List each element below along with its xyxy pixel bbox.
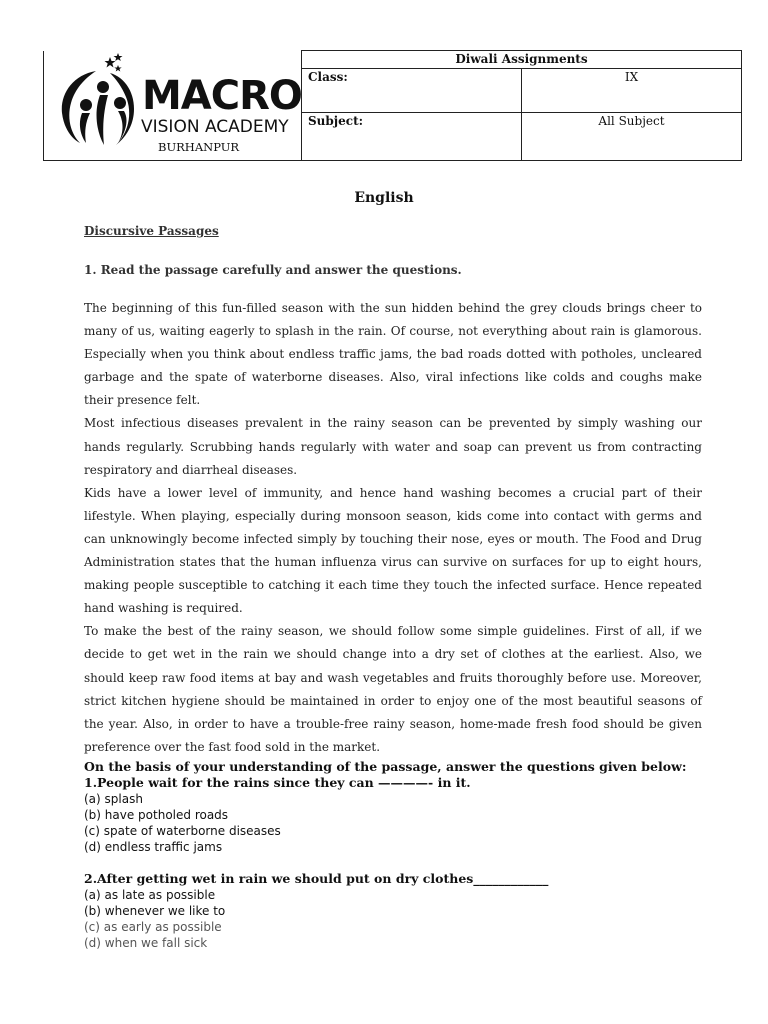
option-item: (d) when we fall sick	[84, 936, 208, 950]
option-item: (b) have potholed roads	[84, 808, 229, 822]
passage-paragraph: Kids have a lower level of immunity, and hence hand washing becomes a crucial part of their lifestyle. When playing, especially during monsoon season, kids come into contact with germs and can unknowingly become infected simply by touching their nose, eyes or mouth. The Food and Drug Administration states that the human influenza virus can survive on surfaces for up to eight hours, making people susceptible to catching it each time they touch the infected surface. Hence repeated hand washing is required.	[84, 485, 702, 616]
passage-paragraph: To make the best of the rainy season, we should follow some simple guidelines. First of all, if we decide to get wet in the rain we should change into a dry set of clothes at the earliest. Also, we should keep raw food items at bay and wash vegetables and fruits thoroughly before use. Moreover, strict kitchen hygiene should be maintained in order to enjoy one of the most beautiful seasons of the year. Also, in order to have a trouble-free rainy season, home-made fresh food should be given preference over the fast food sold in the market.	[84, 624, 702, 754]
question-text: 2.After getting wet in rain we should put on dry clothes____________	[84, 871, 549, 886]
passage-paragraph: Most infectious diseases prevalent in the rainy season can be prevented by simply washing our hands regularly. Scrubbing hands regularly with water and soap can prevent us from contracting respiratory and diarrheal diseases.	[84, 416, 702, 477]
brand-subtitle: VISION ACADEMY	[141, 116, 289, 137]
school-logo	[44, 51, 301, 157]
header-table	[43, 50, 742, 161]
assignment-title: Diwali Assignments	[302, 51, 742, 69]
questions-block	[84, 759, 724, 951]
option-item: (a) splash	[84, 792, 143, 806]
academy-emblem-icon	[58, 51, 148, 151]
brand-name: MACRO	[142, 72, 302, 119]
class-value: IX	[522, 69, 742, 113]
question-instruction: 1. Read the passage carefully and answer the questions.	[84, 263, 462, 277]
subject-value: All Subject	[522, 113, 742, 161]
option-item: (d) endless traffic jams	[84, 840, 223, 854]
passage-paragraph: The beginning of this fun-filled season with the sun hidden behind the grey clouds brings cheer to many of us, waiting eagerly to splash in the rain. Of course, not everything about rain is glamorous. Especially when you think about endless traffic jams, the bad roads dotted with potholes, uncleared garbage and the spate of waterborne diseases. Also, viral infections like colds and coughs make their presence felt.	[84, 301, 702, 408]
question-text: 1.People wait for the rains since they can ————- in it.	[84, 775, 471, 790]
logo-cell	[44, 51, 302, 161]
option-item: (c) spate of waterborne diseases	[84, 824, 281, 838]
spacer	[84, 855, 724, 871]
passage	[84, 297, 702, 759]
questions-intro: On the basis of your understanding of the passage, answer the questions given below:	[84, 759, 687, 774]
option-item: (a) as late as possible	[84, 888, 216, 902]
section-title: Discursive Passages	[84, 224, 219, 238]
brand-city: BURHANPUR	[158, 139, 240, 154]
subject-label: Subject:	[302, 113, 522, 161]
subject-heading: English	[354, 190, 414, 206]
option-item: (c) as early as possible	[84, 920, 222, 934]
class-label: Class:	[302, 69, 522, 113]
option-item: (b) whenever we like to	[84, 904, 226, 918]
